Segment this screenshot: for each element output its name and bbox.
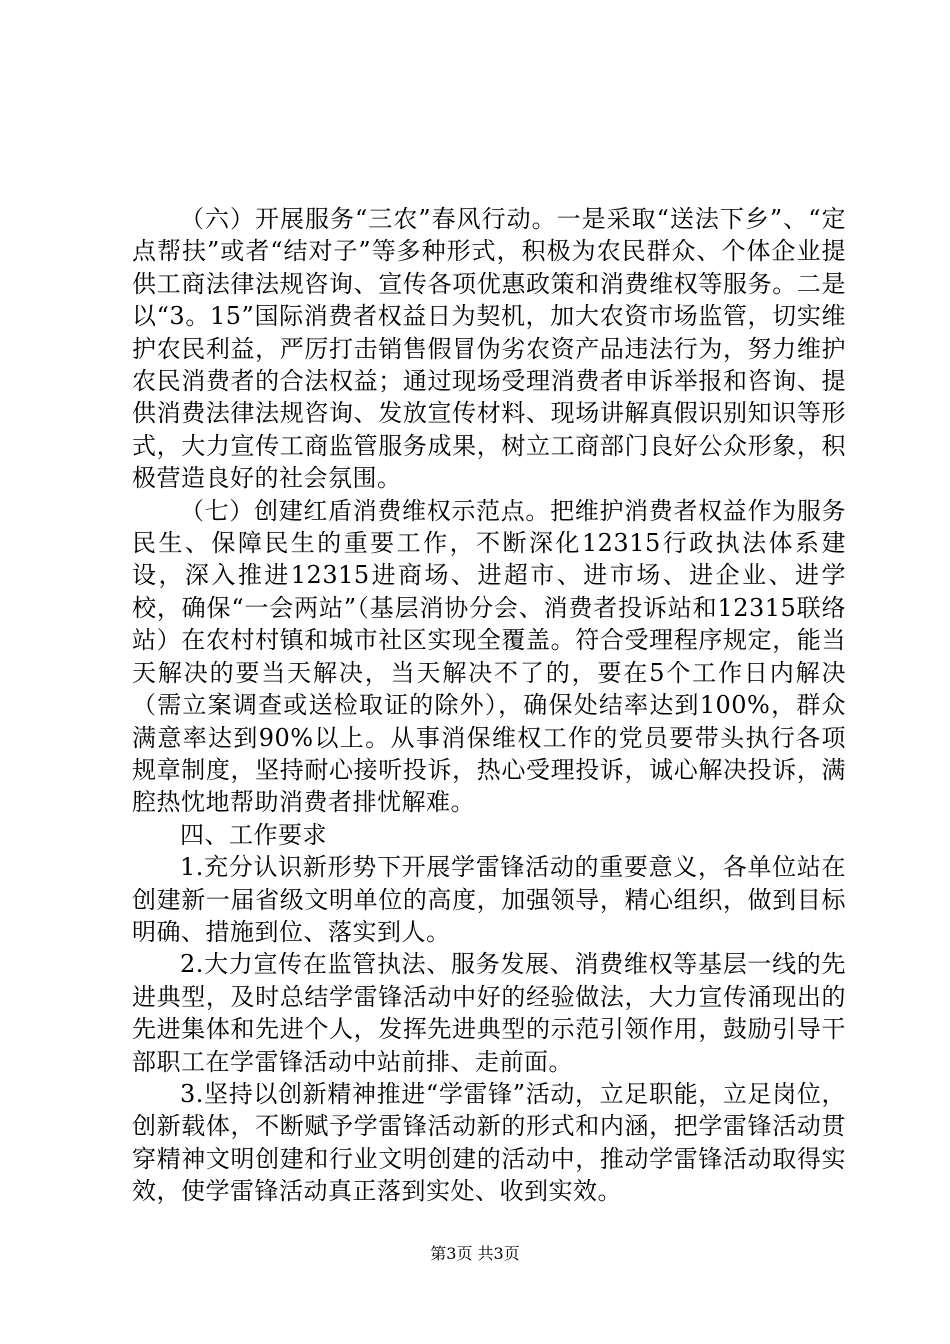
- paragraph-consumer-rights: （七）创建红盾消费维权示范点。把维护消费者权益作为服务民生、保障民生的重要工作，不断深化12315行政执法体系建设，深入推进12315进商场、进超市、进市场、进企业、进学校，确保“一会两站”（基层消协分会、消费者投诉站和12315联络站）在农村村镇和城市社区实现全覆盖。符合受理程序规定，能当天解决的要当天解决，当天解决不了的，要在5个工作日内解决（需立案调查或送检取证的除外），确保处结率达到100%，群众满意率达到90%以上。从事消保维权工作的党员要带头执行各项规章制度，坚持耐心接听投诉，热心受理投诉，诚心解决投诉，满腔热忱地帮助消费者排忧解难。: [132, 496, 846, 817]
- requirement-item-1: 1.充分认识新形势下开展学雷锋活动的重要意义，各单位站在创建新一届省级文明单位的高度，加强领导，精心组织，做到目标明确、措施到位、落实到人。: [132, 853, 846, 946]
- requirement-item-3: 3.坚持以创新精神推进“学雷锋”活动，立足职能，立足岗位，创新载体，不断赋予学雷锋活动新的形式和内涵，把学雷锋活动贯穿精神文明创建和行业文明创建的活动中，推动学雷锋活动取得实效，使学雷锋活动真正落到实处、收到实效。: [132, 1079, 846, 1206]
- section-heading-requirements: 四、工作要求: [180, 820, 327, 849]
- requirement-item-2: 2.大力宣传在监管执法、服务发展、消费维权等基层一线的先进典型，及时总结学雷锋活动中好的经验做法，大力宣传涌现出的先进集体和先进个人，发挥先进典型的示范引领作用，鼓励引导干部职工在学雷锋活动中站前排、走前面。: [132, 950, 846, 1076]
- paragraph-service-rural: （六）开展服务“三农”春风行动。一是采取“送法下乡”、“定点帮扶”或者“结对子”等多种形式，积极为农民群众、个体企业提供工商法律法规咨询、宣传各项优惠政策和消费维权等服务。二是以“3。15”国际消费者权益日为契机，加大农资市场监管，切实维护农民利益，严厉打击销售假冒伪劣农资产品违法行为，努力维护农民消费者的合法权益；通过现场受理消费者申诉举报和咨询、提供消费法律法规咨询、发放宣传材料、现场讲解真假识别知识等形式，大力宣传工商监管服务成果，树立工商部门良好公众形象，积极营造良好的社会氛围。: [132, 205, 846, 493]
- document-body: [132, 203, 846, 1208]
- page-footer: 第3页 共3页: [430, 1244, 520, 1263]
